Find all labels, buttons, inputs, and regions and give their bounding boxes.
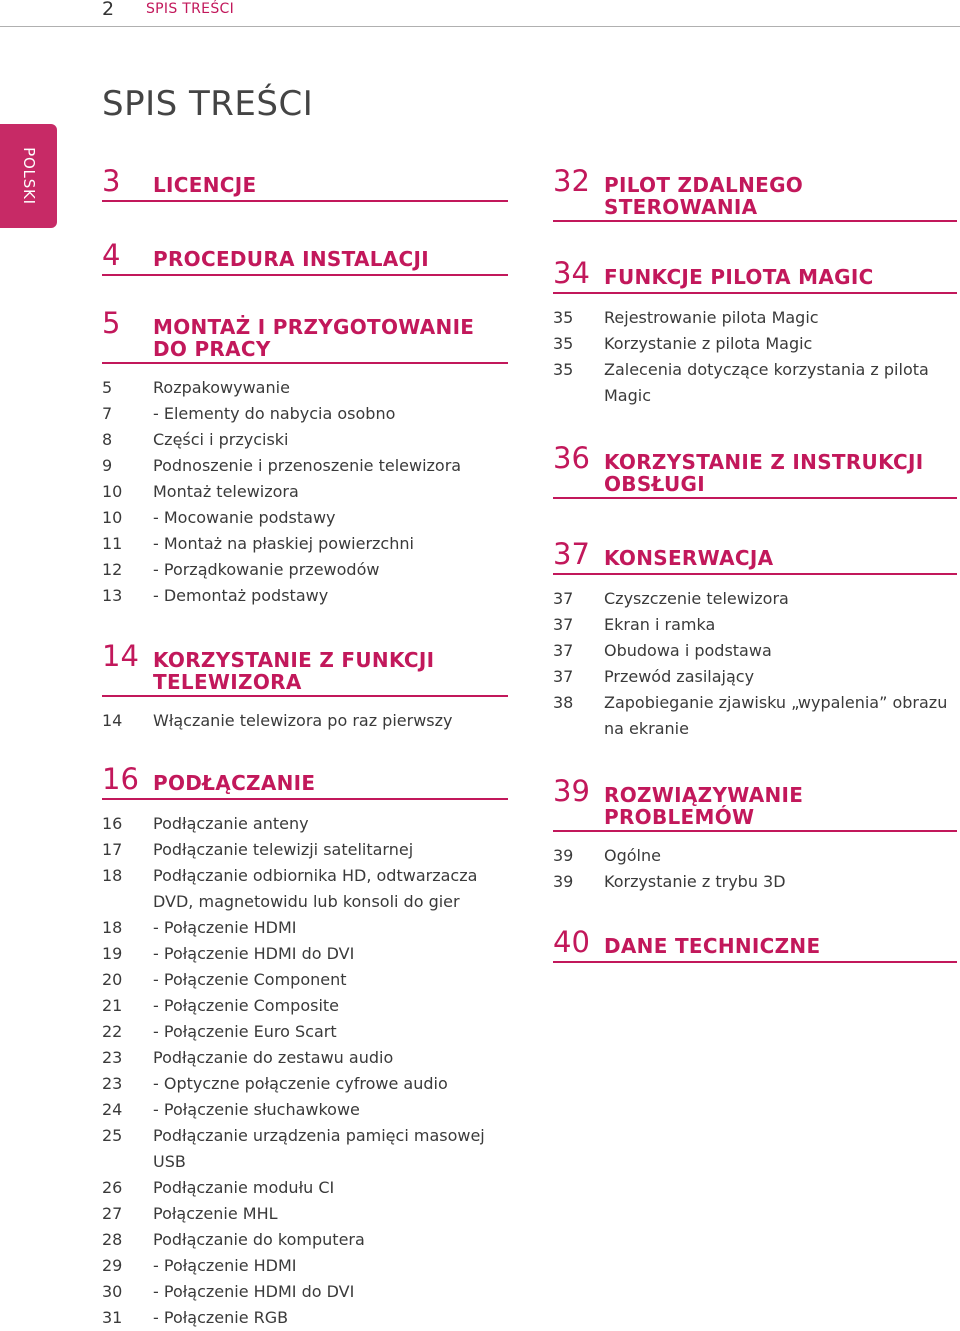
toc-entry[interactable] xyxy=(102,1253,508,1279)
toc-entry[interactable] xyxy=(102,811,508,837)
page-number: 2 xyxy=(102,0,115,20)
section-page-number: 36 xyxy=(553,441,590,475)
toc-entry[interactable] xyxy=(553,305,957,331)
section-entries xyxy=(553,586,957,742)
entry-page-number: 28 xyxy=(102,1230,123,1249)
toc-section xyxy=(102,306,508,609)
entry-page-number: 35 xyxy=(553,334,574,353)
toc-entry[interactable] xyxy=(102,427,508,453)
section-entries xyxy=(102,375,508,609)
entry-title: - Połączenie HDMI xyxy=(153,918,297,937)
section-title: PILOT ZDALNEGO STEROWANIA xyxy=(604,173,804,219)
section-page-number: 40 xyxy=(553,925,590,959)
toc-entry[interactable] xyxy=(102,837,508,863)
page-header xyxy=(0,0,960,27)
entry-title: Podnoszenie i przenoszenie telewizora xyxy=(153,456,462,475)
toc-entry[interactable] xyxy=(102,967,508,993)
toc-entry[interactable] xyxy=(102,1045,508,1071)
entry-page-number: 19 xyxy=(102,944,123,963)
section-page-number: 34 xyxy=(553,256,590,290)
entry-page-number: 26 xyxy=(102,1178,123,1197)
entry-title: Podłączanie anteny xyxy=(153,814,309,833)
entry-page-number: 14 xyxy=(102,711,123,730)
section-entries xyxy=(102,811,508,1331)
toc-entry[interactable] xyxy=(553,357,957,409)
entry-title: Podłączanie modułu CI xyxy=(153,1178,335,1197)
toc-section xyxy=(553,925,957,963)
entry-title: - Porządkowanie przewodów xyxy=(153,560,380,579)
language-tab xyxy=(0,124,57,228)
toc-entry[interactable] xyxy=(102,1097,508,1123)
toc-entry[interactable] xyxy=(102,1201,508,1227)
section-heading[interactable] xyxy=(553,256,957,294)
entry-page-number: 35 xyxy=(553,308,574,327)
entry-page-number: 18 xyxy=(102,918,123,937)
section-page-number: 32 xyxy=(553,164,590,198)
section-page-number: 4 xyxy=(102,238,121,272)
entry-page-number: 10 xyxy=(102,508,123,527)
entry-page-number: 35 xyxy=(553,360,574,379)
entry-title: Przewód zasilający xyxy=(604,667,755,686)
section-heading[interactable] xyxy=(553,441,957,499)
entry-page-number: 25 xyxy=(102,1126,123,1145)
toc-entry[interactable] xyxy=(102,583,508,609)
entry-title: Podłączanie odbiornika HD, odtwarzacza DVD, magnetowidu lub konsoli do gier xyxy=(153,866,478,911)
section-heading[interactable] xyxy=(102,238,508,276)
toc-entry[interactable] xyxy=(102,915,508,941)
toc-section xyxy=(102,164,508,202)
entry-page-number: 16 xyxy=(102,814,123,833)
entry-page-number: 10 xyxy=(102,482,123,501)
running-title: SPIS TREŚCI xyxy=(146,1,235,17)
toc-entry[interactable] xyxy=(102,993,508,1019)
toc-entry[interactable] xyxy=(102,479,508,505)
toc-entry[interactable] xyxy=(102,1123,508,1175)
entry-page-number: 11 xyxy=(102,534,123,553)
entry-title: Ekran i ramka xyxy=(604,615,716,634)
toc-entry[interactable] xyxy=(102,863,508,915)
entry-page-number: 12 xyxy=(102,560,123,579)
section-entries xyxy=(102,708,508,734)
toc-entry[interactable] xyxy=(553,690,957,742)
section-title: DANE TECHNICZNE xyxy=(604,934,821,958)
toc-entry[interactable] xyxy=(102,1175,508,1201)
entry-title: - Połączenie HDMI xyxy=(153,1256,297,1275)
entry-page-number: 37 xyxy=(553,615,574,634)
toc-entry[interactable] xyxy=(102,1305,508,1331)
entry-page-number: 31 xyxy=(102,1308,123,1327)
entry-title: - Połączenie Component xyxy=(153,970,347,989)
toc-entry[interactable] xyxy=(102,708,508,734)
entry-page-number: 8 xyxy=(102,430,113,449)
section-heading[interactable] xyxy=(102,762,508,800)
entry-page-number: 17 xyxy=(102,840,123,859)
entry-title: - Połączenie HDMI do DVI xyxy=(153,1282,355,1301)
toc-entry[interactable] xyxy=(553,664,957,690)
entry-page-number: 27 xyxy=(102,1204,123,1223)
toc-entry[interactable] xyxy=(553,612,957,638)
section-entries xyxy=(553,305,957,409)
toc-entry[interactable] xyxy=(553,638,957,664)
toc-entry[interactable] xyxy=(102,557,508,583)
toc-left-column xyxy=(102,164,508,1331)
toc-section xyxy=(553,537,957,742)
toc-section xyxy=(102,238,508,276)
toc-entry[interactable] xyxy=(553,586,957,612)
toc-entry[interactable] xyxy=(102,453,508,479)
entry-title: - Połączenie Composite xyxy=(153,996,340,1015)
section-page-number: 3 xyxy=(102,164,121,198)
section-heading[interactable] xyxy=(553,537,957,575)
section-heading[interactable] xyxy=(553,164,957,222)
entry-title: Czyszczenie telewizora xyxy=(604,589,789,608)
entry-title: Obudowa i podstawa xyxy=(604,641,772,660)
toc-section xyxy=(553,164,957,222)
entry-title: Ogólne xyxy=(604,846,661,865)
section-title: PODŁĄCZANIE xyxy=(153,771,316,795)
section-title: FUNKCJE PILOTA MAGIC xyxy=(604,265,874,289)
entry-page-number: 39 xyxy=(553,846,574,865)
toc-entry[interactable] xyxy=(102,1019,508,1045)
entry-page-number: 13 xyxy=(102,586,123,605)
section-title: LICENCJE xyxy=(153,173,257,197)
entry-title: - Demontaż podstawy xyxy=(153,586,329,605)
toc-entry[interactable] xyxy=(553,843,957,869)
section-page-number: 16 xyxy=(102,762,139,796)
toc-section xyxy=(553,441,957,499)
entry-page-number: 29 xyxy=(102,1256,123,1275)
entry-title: - Połączenie RGB xyxy=(153,1308,289,1327)
entry-page-number: 21 xyxy=(102,996,123,1015)
entry-page-number: 37 xyxy=(553,667,574,686)
entry-title: Zapobieganie zjawisku „wypalenia” obrazu na ekranie xyxy=(604,693,948,738)
section-page-number: 39 xyxy=(553,774,590,808)
toc-entry[interactable] xyxy=(553,331,957,357)
entry-title: - Optyczne połączenie cyfrowe audio xyxy=(153,1074,448,1093)
section-heading[interactable] xyxy=(102,639,508,697)
section-title: KORZYSTANIE Z FUNKCJI TELEWIZORA xyxy=(153,648,435,694)
toc-section xyxy=(102,639,508,734)
section-title: PROCEDURA INSTALACJI xyxy=(153,247,430,271)
toc-entry[interactable] xyxy=(102,1279,508,1305)
entry-title: Części i przyciski xyxy=(153,430,289,449)
section-heading[interactable] xyxy=(553,925,957,963)
section-title: ROZWIĄZYWANIE PROBLEMÓW xyxy=(604,783,804,829)
entry-title: Rozpakowywanie xyxy=(153,378,290,397)
toc-section xyxy=(553,774,957,895)
section-title: KORZYSTANIE Z INSTRUKCJI OBSŁUGI xyxy=(604,450,924,496)
entry-title: Korzystanie z trybu 3D xyxy=(604,872,786,891)
entry-title: Podłączanie do komputera xyxy=(153,1230,365,1249)
entry-page-number: 38 xyxy=(553,693,574,712)
entry-title: Połączenie MHL xyxy=(153,1204,278,1223)
toc-entry[interactable] xyxy=(102,375,508,401)
toc-section xyxy=(102,762,508,1331)
section-heading[interactable] xyxy=(553,774,957,832)
toc-entry[interactable] xyxy=(102,505,508,531)
entry-page-number: 7 xyxy=(102,404,113,423)
entry-page-number: 23 xyxy=(102,1048,123,1067)
entry-page-number: 24 xyxy=(102,1100,123,1119)
entry-page-number: 9 xyxy=(102,456,113,475)
entry-title: Podłączanie telewizji satelitarnej xyxy=(153,840,414,859)
toc-entry[interactable] xyxy=(102,1071,508,1097)
toc-entry[interactable] xyxy=(102,941,508,967)
toc-entry[interactable] xyxy=(102,531,508,557)
toc-right-column xyxy=(553,164,957,963)
section-page-number: 37 xyxy=(553,537,590,571)
entry-title: - Elementy do nabycia osobno xyxy=(153,404,396,423)
entry-page-number: 5 xyxy=(102,378,113,397)
language-tab-label: POLSKI xyxy=(19,147,38,205)
entry-page-number: 30 xyxy=(102,1282,123,1301)
entry-page-number: 37 xyxy=(553,641,574,660)
section-page-number: 5 xyxy=(102,306,121,340)
entry-title: Podłączanie urządzenia pamięci masowej USB xyxy=(153,1126,485,1171)
entry-page-number: 39 xyxy=(553,872,574,891)
section-page-number: 14 xyxy=(102,639,139,673)
toc-entry[interactable] xyxy=(102,1227,508,1253)
entry-title: - Montaż na płaskiej powierzchni xyxy=(153,534,414,553)
section-heading[interactable] xyxy=(102,164,508,202)
section-heading[interactable] xyxy=(102,306,508,364)
entry-page-number: 37 xyxy=(553,589,574,608)
toc-entry[interactable] xyxy=(102,401,508,427)
entry-page-number: 20 xyxy=(102,970,123,989)
toc-entry[interactable] xyxy=(553,869,957,895)
section-entries xyxy=(553,843,957,895)
entry-title: Zalecenia dotyczące korzystania z pilota Magic xyxy=(604,360,929,405)
entry-title: - Połączenie Euro Scart xyxy=(153,1022,337,1041)
entry-title: Rejestrowanie pilota Magic xyxy=(604,308,819,327)
section-title: MONTAŻ I PRZYGOTOWANIE DO PRACY xyxy=(153,315,475,361)
entry-title: Korzystanie z pilota Magic xyxy=(604,334,813,353)
entry-title: Podłączanie do zestawu audio xyxy=(153,1048,394,1067)
section-title: KONSERWACJA xyxy=(604,546,774,570)
entry-page-number: 22 xyxy=(102,1022,123,1041)
entry-title: - Połączenie HDMI do DVI xyxy=(153,944,355,963)
entry-page-number: 18 xyxy=(102,866,123,885)
entry-title: - Połączenie słuchawkowe xyxy=(153,1100,360,1119)
entry-title: - Mocowanie podstawy xyxy=(153,508,336,527)
page-title: SPIS TREŚCI xyxy=(102,84,314,124)
entry-title: Montaż telewizora xyxy=(153,482,299,501)
entry-page-number: 23 xyxy=(102,1074,123,1093)
entry-title: Włączanie telewizora po raz pierwszy xyxy=(153,711,453,730)
toc-section xyxy=(553,256,957,409)
